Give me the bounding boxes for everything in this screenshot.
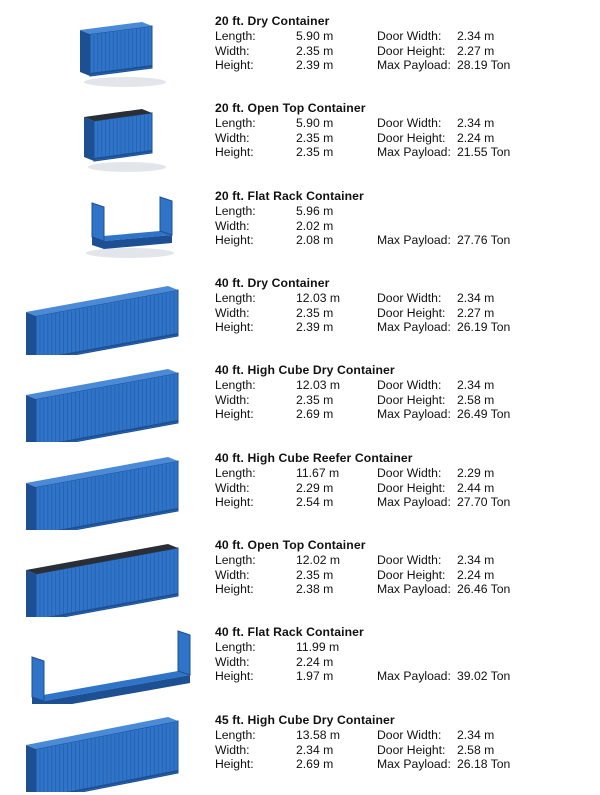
max-payload-value: 27.70 Ton xyxy=(457,495,511,509)
height-value: 2.69 m xyxy=(296,407,334,421)
container-title: 20 ft. Dry Container xyxy=(215,14,330,28)
door-width-label: Door Width: xyxy=(377,466,442,480)
max-payload-label: Max Payload: xyxy=(377,407,451,421)
width-value: 2.29 m xyxy=(296,480,334,495)
spec-block xyxy=(215,538,595,597)
length-label: Length: xyxy=(215,553,256,567)
spec-block xyxy=(215,189,595,248)
length-value: 5.96 m xyxy=(296,204,334,218)
door-width-value: 2.34 m xyxy=(457,378,495,392)
height-value: 2.39 m xyxy=(296,320,334,334)
spec-block xyxy=(215,101,595,160)
max-payload-value: 26.49 Ton xyxy=(457,407,511,421)
container-title: 40 ft. High Cube Reefer Container xyxy=(215,451,413,465)
spec-block xyxy=(215,14,595,73)
width-label: Width: xyxy=(215,130,250,145)
spec-line-width xyxy=(215,306,595,321)
spec-line-length xyxy=(215,640,595,655)
width-value: 2.35 m xyxy=(296,392,334,407)
container-entry xyxy=(0,355,600,442)
height-value: 2.38 m xyxy=(296,582,334,596)
door-width-label: Door Width: xyxy=(377,291,442,305)
spec-line-width xyxy=(215,481,595,496)
spec-line-length xyxy=(215,378,595,393)
length-value: 12.03 m xyxy=(296,378,341,392)
high-cube-dry-container-40ft-icon xyxy=(20,355,200,442)
door-width-value: 2.34 m xyxy=(457,291,495,305)
flat-rack-container-40ft-icon xyxy=(20,617,200,704)
container-title: 20 ft. Flat Rack Container xyxy=(215,189,364,203)
height-label: Height: xyxy=(215,582,254,596)
door-height-label: Door Height: xyxy=(377,43,446,58)
max-payload-label: Max Payload: xyxy=(377,582,451,596)
door-height-label: Door Height: xyxy=(377,305,446,320)
height-label: Height: xyxy=(215,145,254,159)
width-label: Width: xyxy=(215,43,250,58)
width-value: 2.02 m xyxy=(296,218,334,233)
flat-rack-container-20ft-icon xyxy=(20,181,200,268)
spec-line-length xyxy=(215,291,595,306)
door-width-value: 2.34 m xyxy=(457,728,495,742)
door-height-label: Door Height: xyxy=(377,392,446,407)
length-label: Length: xyxy=(215,728,256,742)
spec-line-width xyxy=(215,655,595,670)
spec-line-height xyxy=(215,58,595,73)
open-top-container-40ft-icon xyxy=(20,530,200,617)
height-value: 2.54 m xyxy=(296,495,334,509)
door-width-value: 2.34 m xyxy=(457,29,495,43)
door-width-label: Door Width: xyxy=(377,116,442,130)
spec-line-length xyxy=(215,553,595,568)
container-title: 45 ft. High Cube Dry Container xyxy=(215,713,395,727)
height-value: 2.35 m xyxy=(296,145,334,159)
container-title: 40 ft. Open Top Container xyxy=(215,538,366,552)
height-value: 2.39 m xyxy=(296,58,334,72)
door-width-label: Door Width: xyxy=(377,553,442,567)
max-payload-label: Max Payload: xyxy=(377,495,451,509)
spec-line-width xyxy=(215,743,595,758)
container-title: 40 ft. Dry Container xyxy=(215,276,330,290)
width-value: 2.35 m xyxy=(296,567,334,582)
door-height-value: 2.24 m xyxy=(457,567,495,582)
width-label: Width: xyxy=(215,218,250,233)
high-cube-dry-container-45ft-icon xyxy=(20,705,200,792)
container-entry xyxy=(0,705,600,792)
spec-line-height xyxy=(215,233,595,248)
width-value: 2.24 m xyxy=(296,654,334,669)
door-height-value: 2.27 m xyxy=(457,43,495,58)
door-height-value: 2.58 m xyxy=(457,742,495,757)
height-value: 1.97 m xyxy=(296,669,334,683)
length-label: Length: xyxy=(215,291,256,305)
door-height-value: 2.24 m xyxy=(457,130,495,145)
container-title: 40 ft. High Cube Dry Container xyxy=(215,363,395,377)
max-payload-value: 26.46 Ton xyxy=(457,582,511,596)
height-label: Height: xyxy=(215,495,254,509)
door-height-value: 2.44 m xyxy=(457,480,495,495)
door-width-label: Door Width: xyxy=(377,29,442,43)
spec-line-length xyxy=(215,116,595,131)
container-entry xyxy=(0,617,600,704)
width-label: Width: xyxy=(215,480,250,495)
door-height-value: 2.27 m xyxy=(457,305,495,320)
max-payload-label: Max Payload: xyxy=(377,233,451,247)
spec-line-length xyxy=(215,466,595,481)
length-value: 11.67 m xyxy=(296,466,340,480)
length-value: 11.99 m xyxy=(296,640,340,654)
container-title: 40 ft. Flat Rack Container xyxy=(215,625,364,639)
length-label: Length: xyxy=(215,640,256,654)
max-payload-value: 26.19 Ton xyxy=(457,320,511,334)
height-value: 2.08 m xyxy=(296,233,334,247)
spec-line-width xyxy=(215,44,595,59)
container-entry xyxy=(0,530,600,617)
length-value: 5.90 m xyxy=(296,116,334,130)
container-title: 20 ft. Open Top Container xyxy=(215,101,366,115)
high-cube-reefer-container-40ft-icon xyxy=(20,443,200,530)
door-height-label: Door Height: xyxy=(377,742,446,757)
max-payload-value: 28.19 Ton xyxy=(457,58,511,72)
width-label: Width: xyxy=(215,567,250,582)
max-payload-label: Max Payload: xyxy=(377,757,451,771)
spec-line-length xyxy=(215,29,595,44)
length-value: 5.90 m xyxy=(296,29,334,43)
spec-line-length xyxy=(215,728,595,743)
max-payload-value: 27.76 Ton xyxy=(457,233,511,247)
max-payload-label: Max Payload: xyxy=(377,145,451,159)
spec-line-width xyxy=(215,568,595,583)
door-height-value: 2.58 m xyxy=(457,392,495,407)
spec-block xyxy=(215,363,595,422)
spec-line-height xyxy=(215,495,595,510)
spec-line-width xyxy=(215,393,595,408)
width-label: Width: xyxy=(215,742,250,757)
container-entry xyxy=(0,6,600,93)
length-label: Length: xyxy=(215,29,256,43)
length-label: Length: xyxy=(215,378,256,392)
door-width-label: Door Width: xyxy=(377,378,442,392)
length-label: Length: xyxy=(215,466,256,480)
door-width-label: Door Width: xyxy=(377,728,442,742)
container-entry xyxy=(0,268,600,355)
spec-line-length xyxy=(215,204,595,219)
width-value: 2.34 m xyxy=(296,742,334,757)
width-label: Width: xyxy=(215,654,250,669)
door-width-value: 2.34 m xyxy=(457,553,495,567)
door-height-label: Door Height: xyxy=(377,130,446,145)
length-label: Length: xyxy=(215,116,256,130)
width-value: 2.35 m xyxy=(296,305,334,320)
max-payload-value: 39.02 Ton xyxy=(457,669,511,683)
length-label: Length: xyxy=(215,204,256,218)
width-value: 2.35 m xyxy=(296,43,334,58)
spec-line-width xyxy=(215,219,595,234)
width-label: Width: xyxy=(215,392,250,407)
max-payload-value: 26.18 Ton xyxy=(457,757,511,771)
max-payload-value: 21.55 Ton xyxy=(457,145,511,159)
spec-block xyxy=(215,625,595,684)
max-payload-label: Max Payload: xyxy=(377,58,451,72)
spec-line-height xyxy=(215,757,595,772)
height-label: Height: xyxy=(215,407,254,421)
door-height-label: Door Height: xyxy=(377,567,446,582)
door-height-label: Door Height: xyxy=(377,480,446,495)
spec-line-height xyxy=(215,407,595,422)
length-value: 12.03 m xyxy=(296,291,341,305)
max-payload-label: Max Payload: xyxy=(377,669,451,683)
width-value: 2.35 m xyxy=(296,130,334,145)
spec-line-height xyxy=(215,145,595,160)
dry-container-40ft-icon xyxy=(20,268,200,355)
dry-container-20ft-icon xyxy=(20,6,200,93)
spec-line-height xyxy=(215,320,595,335)
spec-line-height xyxy=(215,669,595,684)
door-width-value: 2.34 m xyxy=(457,116,495,130)
height-label: Height: xyxy=(215,233,254,247)
container-entry xyxy=(0,93,600,180)
container-entry xyxy=(0,443,600,530)
height-label: Height: xyxy=(215,320,254,334)
max-payload-label: Max Payload: xyxy=(377,320,451,334)
length-value: 13.58 m xyxy=(296,728,341,742)
door-width-value: 2.29 m xyxy=(457,466,495,480)
spec-block xyxy=(215,451,595,510)
height-label: Height: xyxy=(215,58,254,72)
length-value: 12.02 m xyxy=(296,553,341,567)
open-top-container-20ft-icon xyxy=(20,93,200,180)
spec-block xyxy=(215,276,595,335)
spec-line-height xyxy=(215,582,595,597)
height-value: 2.69 m xyxy=(296,757,334,771)
height-label: Height: xyxy=(215,757,254,771)
spec-line-width xyxy=(215,131,595,146)
container-entry xyxy=(0,181,600,268)
width-label: Width: xyxy=(215,305,250,320)
spec-block xyxy=(215,713,595,772)
height-label: Height: xyxy=(215,669,254,683)
